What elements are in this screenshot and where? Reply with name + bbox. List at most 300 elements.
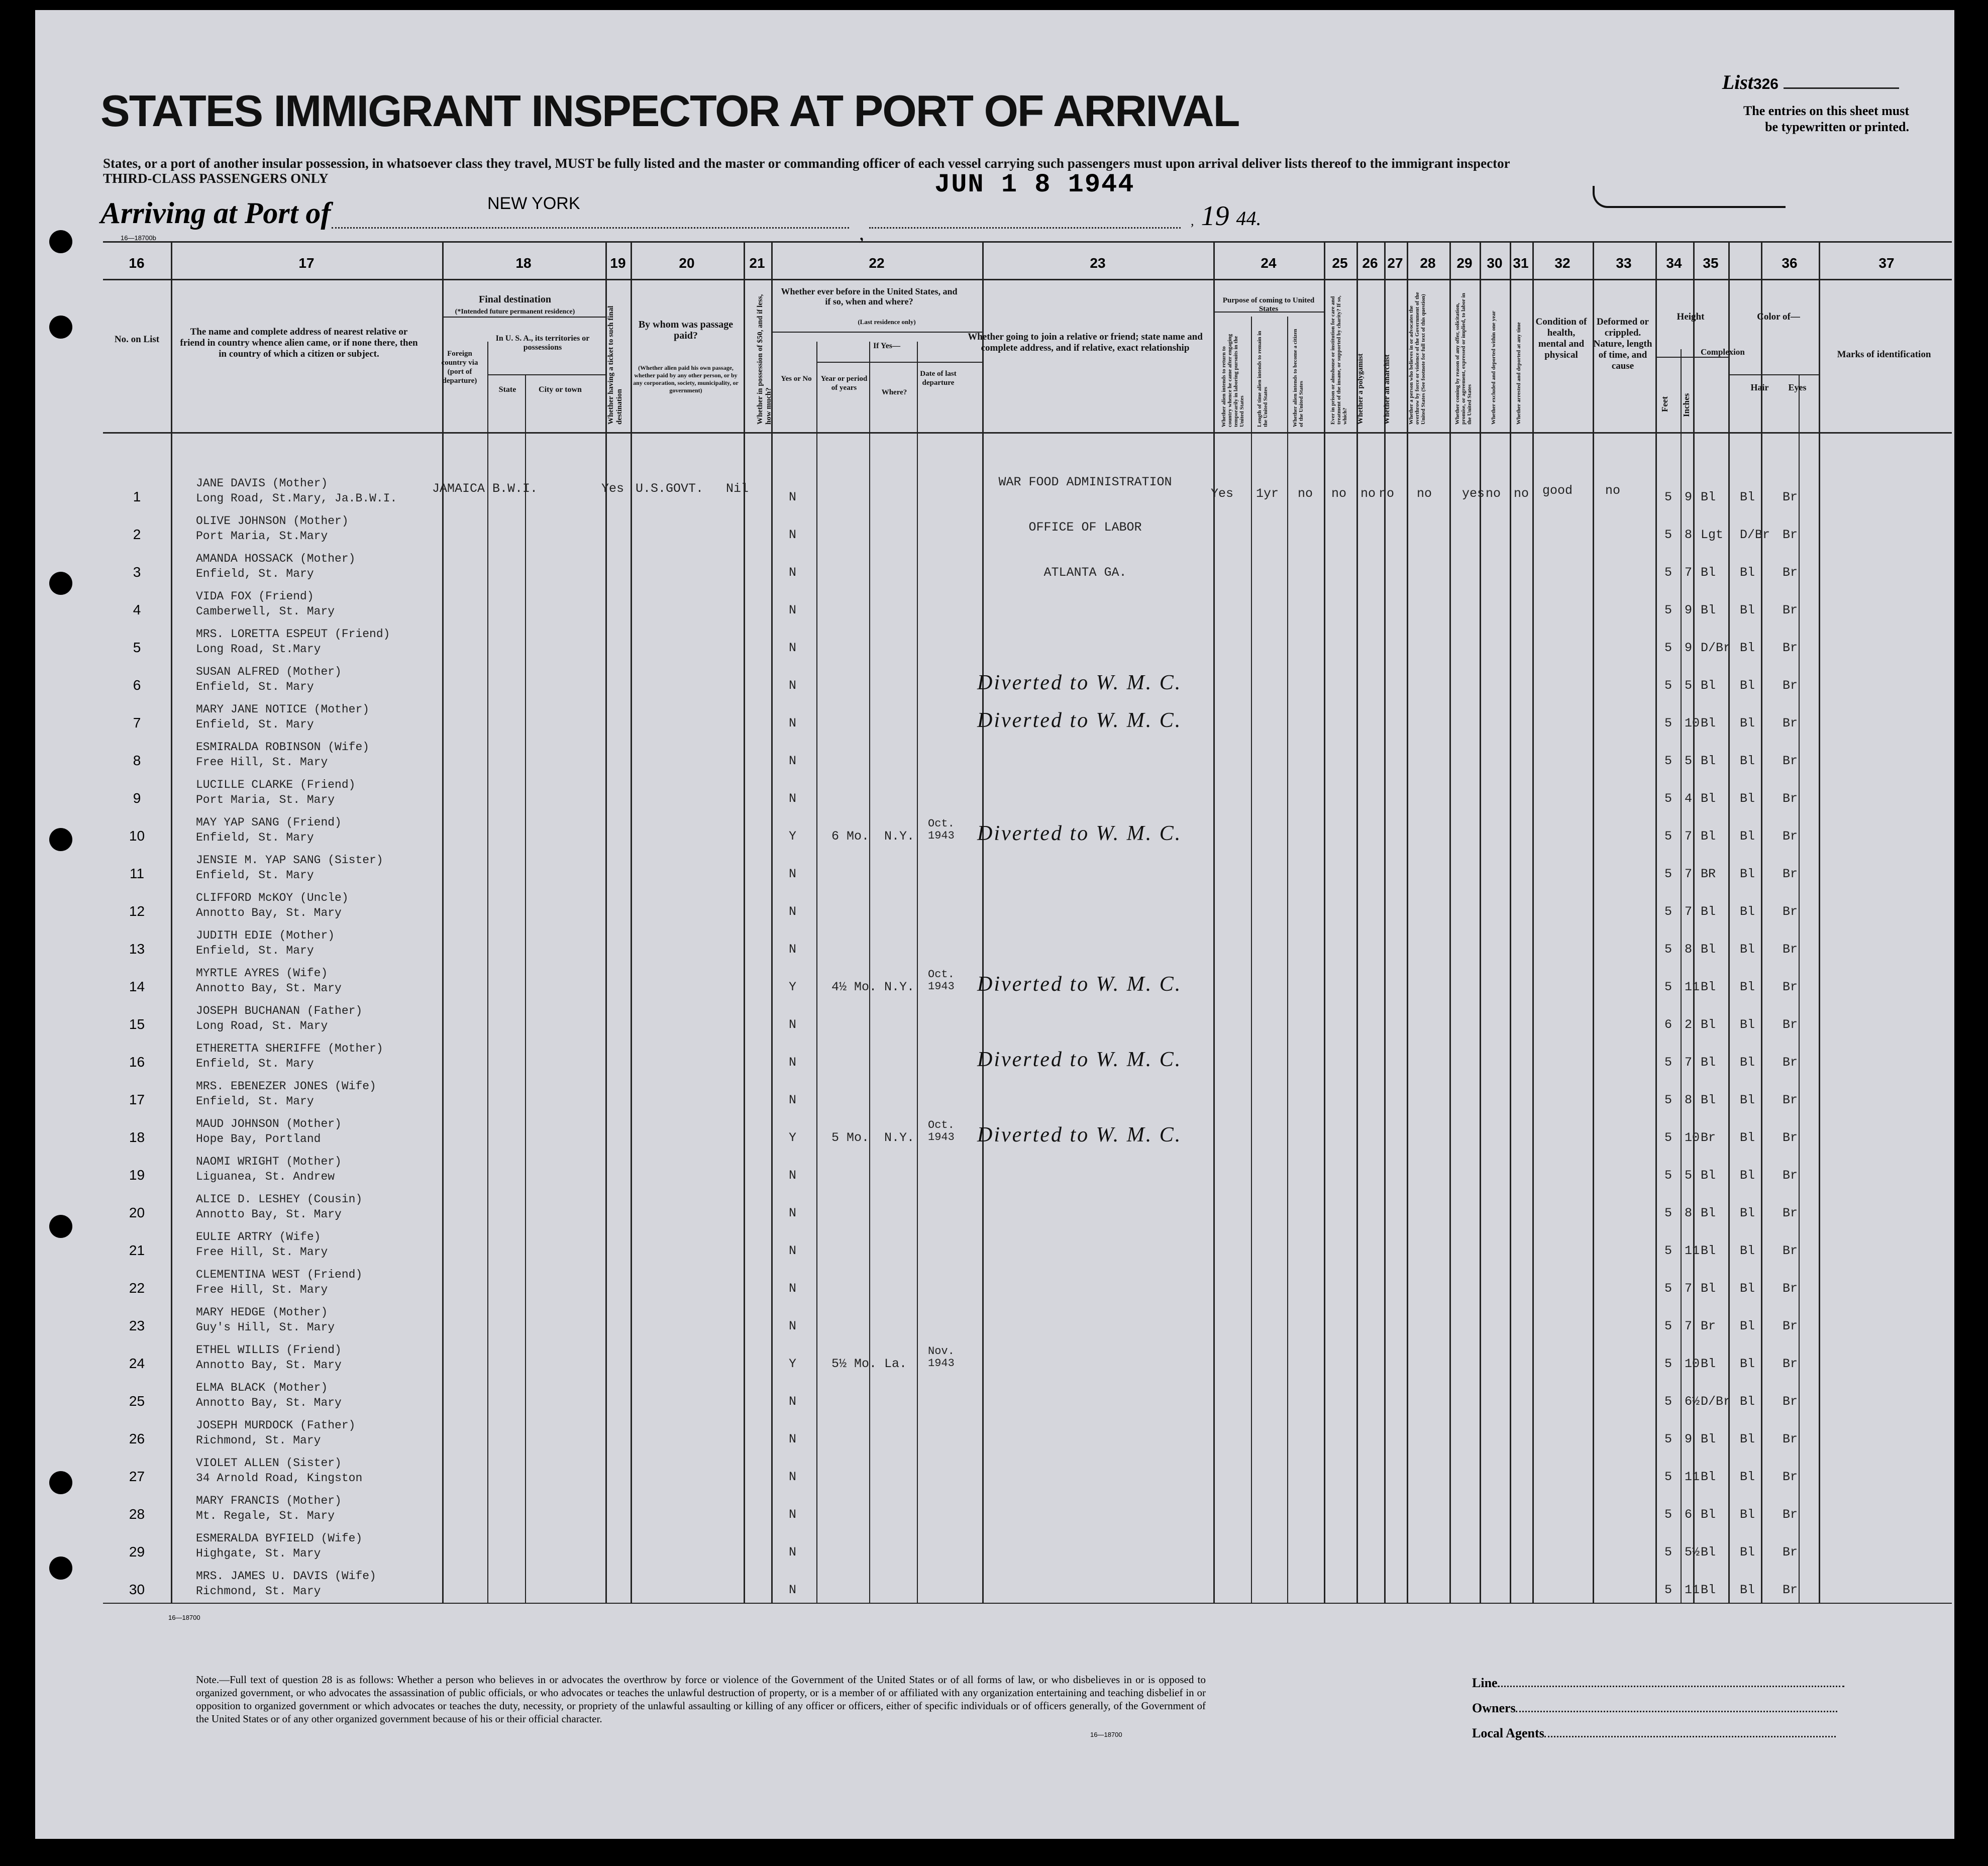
height-inches: 9: [1685, 641, 1693, 655]
height-inches: 11: [1685, 1583, 1700, 1597]
height-feet: 5: [1664, 867, 1672, 881]
row-number: 8: [133, 753, 141, 768]
hair-color: Bl: [1740, 754, 1755, 768]
height-feet: 5: [1664, 1206, 1672, 1220]
eye-color: Br: [1783, 1394, 1798, 1409]
column-number: 36: [1782, 255, 1798, 271]
eye-color: Br: [1783, 1130, 1798, 1145]
hair-color: Bl: [1740, 490, 1755, 504]
height-feet: 5: [1664, 716, 1672, 731]
relative-address: Free Hill, St. Mary: [196, 1283, 328, 1296]
column-number: 25: [1332, 255, 1348, 271]
footnote-q28: Note.—Full text of question 28 is as follows: Whether a person who believes in or advocates the overthrow by force or violence of the Government of the United States or of all forms of law, or who disbelieves in or is opposed to organized government, or who advocates the assassination of public officials, or who advocates or teaches the unlawful destruction of property, or is a member of or affiliated with any organization entertaining and teaching disbelief in or opposition to organized government or which advocates or teaches the duty, necessity, or propriety of the unlawful assaulting or killing of any officer or officers, either of specific individuals or of officers generally, of the Government of the United States or of any other organized government because of his or their official character.: [196, 1674, 1206, 1725]
relative-name: MARY JANE NOTICE (Mother): [196, 703, 370, 716]
row-number: 21: [129, 1242, 145, 1258]
eye-color: Br: [1783, 942, 1798, 957]
eye-color: Br: [1783, 1243, 1798, 1258]
common-paid-by: U.S.GOVT.: [636, 481, 704, 496]
ever-before-yes-no: N: [789, 641, 797, 655]
height-inches: 5: [1685, 678, 1693, 693]
ever-before-yes-no: N: [789, 565, 797, 580]
instruction-line-2: be typewritten or printed.: [1765, 120, 1909, 134]
relative-address: Enfield, St. Mary: [196, 1095, 314, 1108]
common-purpose-citizen: no: [1298, 486, 1313, 501]
diverted-note: Diverted to W. M. C.: [977, 973, 1182, 996]
height-inches: 11: [1685, 1243, 1700, 1258]
relative-name: MARY FRANCIS (Mother): [196, 1494, 342, 1507]
header-deformed: Deformed or crippled. Nature, length of time, and cause: [1593, 317, 1652, 371]
height-inches: 6½: [1685, 1394, 1700, 1409]
header-passage-paid-sub: (Whether alien paid his own passage, whether paid by any other person, or by any corporation, society, municipality, or government): [633, 364, 739, 394]
relative-address: Enfield, St. Mary: [196, 680, 314, 693]
height-feet: 5: [1664, 1583, 1672, 1597]
eye-color: Br: [1783, 1055, 1798, 1070]
eye-color: Br: [1783, 1507, 1798, 1522]
relative-name: ESMERALDA BYFIELD (Wife): [196, 1532, 363, 1545]
common-ticket: Yes: [601, 481, 624, 496]
height-inches: 8: [1685, 528, 1693, 542]
joining-line-3: ATLANTA GA.: [1043, 565, 1127, 580]
relative-address: Enfield, St. Mary: [196, 831, 314, 844]
header-purpose-return: Whether alien intends to return to country whence he came after engaging temporarily in laboring pursuits in the United States: [1221, 334, 1245, 427]
common-polygamist: no: [1361, 486, 1376, 501]
height-inches: 11: [1685, 1470, 1700, 1484]
height-feet: 5: [1664, 641, 1672, 655]
eye-color: Br: [1783, 904, 1798, 919]
hair-color: Bl: [1740, 1206, 1755, 1220]
height-inches: 7: [1685, 1319, 1693, 1333]
header-health: Condition of health, mental and physical: [1535, 317, 1587, 360]
relative-name: SUSAN ALFRED (Mother): [196, 665, 342, 678]
header-money: Whether in possession of $50, and if less, how much?: [756, 294, 773, 425]
hair-color: Bl: [1740, 942, 1755, 957]
row-number: 4: [133, 602, 141, 617]
row-number: 24: [129, 1356, 145, 1371]
relative-name: MRS. JAMES U. DAVIS (Wife): [196, 1570, 376, 1583]
height-inches: 7: [1685, 1055, 1693, 1070]
date-last-departure: Oct. 1943: [928, 1119, 955, 1144]
row-number: 15: [129, 1016, 145, 1032]
header-complexion: Complexion: [1701, 347, 1745, 357]
row-number: 20: [129, 1205, 145, 1220]
row-number: 5: [133, 640, 141, 655]
ever-before-yes-no: Y: [789, 980, 797, 994]
height-feet: 5: [1664, 565, 1672, 580]
header-yes-no: Yes or No: [781, 375, 812, 383]
common-money: Nil: [726, 481, 749, 496]
punch-hole: [49, 828, 72, 851]
column-number: 29: [1456, 255, 1473, 271]
ever-before-yes-no: N: [789, 1206, 797, 1220]
header-if-yes: If Yes—: [873, 342, 901, 350]
line-field: [1472, 1676, 1844, 1691]
complexion: Bl: [1701, 1243, 1716, 1258]
eye-color: Br: [1783, 1319, 1798, 1333]
hair-color: Bl: [1740, 1507, 1755, 1522]
manifest-sheet: STATES IMMIGRANT INSPECTOR AT PORT OF ARRIVAL States, or a port of another insular possession, in whatsoever class they travel, MUST be fully listed and the master or commanding officer of each vessel carrying such passengers must upon arrival deliver lists thereof to the immigrant inspector THIRD-CLASS PASSENGERS ONLY List326 The entries on this sheet must be typewritten or printed. JUN 1 8 1944 Arriving at Port of NEW YORK , , 19 44. 16—18700b 16 17 18 19 20 21 22 23 24 25 26 27 28 29 30 31 32 33 34 35 36 37 No. on List The name and complete address of nearest relative or friend in country whence alien came, or if none there, then in country of which a citizen or subject. Final destination (*Intended future permanent residence) Foreign country via (port of departure) In U. S. A., its territories or possessions State City or town Whether having a ticket to such final destination By whom was passage paid? (Whether alien paid his own passage, whether paid by any other person, or by any corporation, society, municipality, or government) Whether in possession of $50, and if less, how much? Whether ever before in the United States, and if so, when and where? (Last residence only) If Yes— Yes or No Year or period of years Where? Date of last departure Whether going to join a relative or friend; state name and complete address, and if relative, exact relationship Purpose of coming to United States Whether alien intends to return to country whence he came after engaging temporarily in laboring pursuits in the United States Length of time alien intends to remain in the United States Whether alien intends to become a citizen of the United States Ever in prison or almshouse or institution for care and treatment of the insane, or supported by charity? If so, which? Whether a polygamist Whether an anarchist Whether a person who believes in or advocates the overthrow by force or violence of the Government of the United States (See footnote for full text of this question) Whether coming by reason of any offer, solicitation, promise, or agreement, expressed or implied, to labor in the United States Whether excluded and deported within one year Whether arrested and deported at any time Condition of health, mental and physical Deformed or crippled. Nature, length of time, and cause Height Feet Inches Complexion Color of— Hair Eyes Marks of identification WAR FOOD ADMINISTRATION OFFICE OF LABOR ATLANTA GA. JAMAICA B.W.I. Yes U.S.GOVT. Nil Yes 1yr no no no no no yes no no good no 1 JANE DAVIS (Mother) Long Road, St.Mary, Ja.B.W.I. N 5 9 Bl Bl Br 2 OLIVE JOHNSON (Mother) Port Maria, St.Mary N 5 8 Lgt D/Br Br 3 AMANDA HOSSACK (Mother) Enfield, St. Mary N 5 7 Bl Bl Br 4 VIDA FOX (Friend) Camberwell, St. Mary N 5 9 Bl Bl Br 5 MRS. LORETTA ESPEUT (Friend) Long Road, St.Mary N 5 9 D/Br Bl Br 6 SUSAN ALFRED (Mother) Enfield, St. Mary N Diverted to W. M. C. 5 5 Bl Bl Br 7 MARY JANE NOTICE (Mother) Enfield, St. Mary N Diverted to W. M. C. 5 10 Bl Bl Br 8 ESMIRALDA ROBINSON (Wife) Free Hill, St. Mary N 5 5 Bl Bl Br 9 LUCILLE CLARKE (Friend) Port Maria, St. Mary N 5 4 Bl Bl Br 10 MAY YAP SANG (Friend) Enfield, St. Mary Y 6 Mo. N.Y. Oct. 1943 Diverted to W. M. C. 5 7 Bl Bl Br 11 JENSIE M. YAP SANG (Sister) Enfield, St. Mary N 5 7 BR Bl Br 12 CLIFFORD McKOY (Uncle) Annotto Bay, St. Mary N 5 7 Bl Bl Br 13 JUDITH EDIE (Mother) Enfield, St. Mary N 5 8 Bl Bl Br 14 MYRTLE AYRES (Wife) Annotto Bay, St. Mary Y 4½ Mo. N.Y. Oct. 1943 Diverted to W. M. C. 5 11 Bl Bl Br 15 JOSEPH BUCHANAN (Father) Long Road, St. Mary N 6 2 Bl Bl Br 16 ETHERETTA SHERIFFE (Mother) Enfield, St. Mary N Diverted to W. M. C. 5 7 Bl Bl Br 17 MRS. EBENEZER JONES (Wife) Enfield, St. Mary N 5 8 Bl Bl Br 18 MAUD JOHNSON (Mother) Hope Bay, Portland Y 5 Mo. N.Y. Oct. 1943 Diverted to W. M. C. 5 10 Br Bl Br 19 NAOMI WRIGHT (Mother) Liguanea, St. Andrew N 5 5 Bl Bl Br 20 ALICE D. LESHEY (Cousin) Annotto Bay, St. Mary N 5 8 Bl Bl Br 21 EULIE ARTRY (Wife) Free Hill, St. Mary N 5 11 Bl Bl Br 22 CLEMENTINA WEST (Friend) Free Hill, St. Mary N 5 7 Bl Bl Br 23 MARY HEDGE (Mother) Guy's Hill, St. Mary N 5 7 Br Bl Br 24 ETHEL WILLIS (Friend) Annotto Bay, St. Mary Y 5½ Mo. La. Nov. 1943 5 10 Bl Bl Br 25 ELMA BLACK (Mother) Annotto Bay, St. Mary N 5 6½ D/Br Bl Br 26 JOSEPH MURDOCK (Father) Richmond, St. Mary N 5 9 Bl Bl Br 27 VIOLET ALLEN (Sister) 34 Arnold Road, Kingston N 5 11 Bl Bl Br 28 MARY FRANCIS (Mother) Mt. Regale, St. Mary N 5 6 Bl Bl Br 29 ESMERALDA BYFIELD (Wife) Highgate, St. Mary N 5 5½ Bl Bl Br 30 MRS. JAMES U. DAVIS (Wife) Richmond, St. Mary N 5 11 Bl Bl Br 16—18700 Note.—Full text of question 28 is as follows: Whether a person who believes in or advocates the overthrow by force or violence of the Government of the United States or of all forms of law, or who disbelieves in or is opposed to organized government, or who advocates the assassination of public officials, or who advocates or teaches the unlawful destruction of property, or is a member of or affiliated with any organization entertaining and teaching disbelief in or opposition to organized government or which advocates or teaches the duty, necessity, or propriety of the unlawful assaulting or killing of any officer or officers, either of specific individuals or of officers generally, of the Government of the United States or of any other organized government because of his or their official character. 16—18700 Line Owners Local Agents: [35, 10, 1954, 1839]
column-number: 22: [869, 255, 885, 271]
height-inches: 5: [1685, 754, 1693, 768]
row-number: 1: [133, 489, 141, 504]
column-number: 23: [1090, 255, 1106, 271]
port-value: NEW YORK: [487, 194, 580, 213]
header-inches: Inches: [1682, 393, 1691, 417]
ever-before-yes-no: N: [789, 603, 797, 617]
common-health: good: [1542, 483, 1573, 498]
ever-before-yes-no: Y: [789, 1130, 797, 1145]
relative-name: ALICE D. LESHEY (Cousin): [196, 1193, 363, 1206]
complexion: Bl: [1701, 1470, 1716, 1484]
complexion: Br: [1701, 1319, 1716, 1333]
relative-name: CLIFFORD McKOY (Uncle): [196, 891, 349, 904]
date-last-departure: Oct. 1943: [928, 817, 955, 842]
header-height: Height: [1677, 312, 1705, 322]
header-where: Where?: [881, 388, 907, 396]
hair-color: Bl: [1740, 867, 1755, 881]
punch-hole: [49, 572, 72, 595]
hair-color: Bl: [1740, 904, 1755, 919]
eye-color: Br: [1783, 980, 1798, 994]
relative-name: ETHEL WILLIS (Friend): [196, 1343, 342, 1357]
complexion: Bl: [1701, 1206, 1716, 1220]
height-inches: 10: [1685, 1130, 1700, 1145]
common-purpose-length: 1yr: [1256, 486, 1279, 501]
eye-color: Br: [1783, 1017, 1798, 1032]
relative-address: Annotto Bay, St. Mary: [196, 906, 342, 919]
eye-color: Br: [1783, 678, 1798, 693]
year-prefix: 19: [1201, 200, 1229, 232]
ever-before-yes-no: Y: [789, 829, 797, 844]
ever-before-yes-no: N: [789, 1470, 797, 1484]
header-purpose-length: Length of time alien intends to remain in the United States: [1257, 331, 1269, 427]
header-marks: Marks of identification: [1837, 349, 1931, 360]
ever-before-yes-no: N: [789, 678, 797, 693]
row-number: 7: [133, 715, 141, 731]
relative-address: Richmond, St. Mary: [196, 1434, 321, 1447]
row-number: 30: [129, 1582, 145, 1597]
relative-name: MARY HEDGE (Mother): [196, 1306, 328, 1319]
height-feet: 5: [1664, 1168, 1672, 1183]
column-number: 26: [1362, 255, 1378, 271]
row-number: 16: [129, 1054, 145, 1070]
relative-name: VIOLET ALLEN (Sister): [196, 1457, 342, 1470]
common-arrested: no: [1514, 486, 1529, 501]
row-number: 9: [133, 790, 141, 806]
header-color-of: Color of—: [1757, 312, 1800, 322]
height-inches: 8: [1685, 1206, 1693, 1220]
eye-color: Br: [1783, 603, 1798, 617]
eye-color: Br: [1783, 1583, 1798, 1597]
ever-before-yes-no: N: [789, 1432, 797, 1446]
relative-name: OLIVE JOHNSON (Mother): [196, 514, 349, 528]
height-feet: 5: [1664, 528, 1672, 542]
row-number: 29: [129, 1544, 145, 1560]
list-number: [1722, 70, 1899, 94]
ever-before-yes-no: N: [789, 1243, 797, 1258]
header-anarchist: Whether an anarchist: [1383, 354, 1391, 425]
where-before: N.Y.: [884, 1130, 915, 1145]
column-number: 34: [1666, 255, 1682, 271]
eye-color: Br: [1783, 641, 1798, 655]
column-number: 33: [1616, 255, 1632, 271]
eye-color: Br: [1783, 565, 1798, 580]
relative-address: Free Hill, St. Mary: [196, 756, 328, 769]
ever-before-yes-no: N: [789, 1319, 797, 1333]
hair-color: Bl: [1740, 1093, 1755, 1107]
height-feet: 5: [1664, 1243, 1672, 1258]
relative-address: Long Road, St. Mary: [196, 1019, 328, 1032]
height-feet: 5: [1664, 1130, 1672, 1145]
height-feet: 5: [1664, 980, 1672, 994]
relative-address: Guy's Hill, St. Mary: [196, 1321, 335, 1334]
complexion: Bl: [1701, 904, 1716, 919]
complexion: Lgt: [1701, 528, 1724, 542]
complexion: Bl: [1701, 942, 1716, 957]
relative-name: EULIE ARTRY (Wife): [196, 1230, 321, 1243]
period-of-years: 5 Mo.: [831, 1130, 870, 1145]
diverted-note: Diverted to W. M. C.: [977, 709, 1182, 732]
complexion: Bl: [1701, 1432, 1716, 1446]
height-feet: 5: [1664, 1055, 1672, 1070]
column-number: 30: [1487, 255, 1503, 271]
period-of-years: 4½ Mo.: [831, 980, 877, 994]
complexion: Bl: [1701, 1357, 1716, 1371]
height-feet: 5: [1664, 1432, 1672, 1446]
column-number: 32: [1554, 255, 1571, 271]
ever-before-yes-no: Y: [789, 1357, 797, 1371]
complexion: Bl: [1701, 1583, 1716, 1597]
relative-address: 34 Arnold Road, Kingston: [196, 1472, 363, 1485]
relative-name: JOSEPH MURDOCK (Father): [196, 1419, 356, 1432]
pen-mark: [1593, 186, 1786, 208]
common-labor-offer: yes: [1462, 486, 1485, 501]
row-number: 12: [129, 903, 145, 919]
height-inches: 9: [1685, 603, 1693, 617]
hair-color: Bl: [1740, 1583, 1755, 1597]
complexion: Bl: [1701, 1017, 1716, 1032]
header-feet: Feet: [1660, 396, 1669, 412]
complexion: D/Br: [1701, 641, 1731, 655]
row-number: 10: [129, 828, 145, 844]
relative-address: Annotto Bay, St. Mary: [196, 1396, 342, 1409]
form-number-bottom: 16—18700: [168, 1614, 200, 1621]
eye-color: Br: [1783, 1470, 1798, 1484]
common-destination: JAMAICA B.W.I.: [432, 481, 538, 496]
period-of-years: 5½ Mo.: [831, 1357, 877, 1371]
relative-name: MYRTLE AYRES (Wife): [196, 967, 328, 980]
relative-name: LUCILLE CLARKE (Friend): [196, 778, 356, 791]
hair-color: Bl: [1740, 791, 1755, 806]
ever-before-yes-no: N: [789, 716, 797, 731]
date-last-departure: Nov. 1943: [928, 1345, 955, 1370]
height-feet: 5: [1664, 603, 1672, 617]
hair-color: Bl: [1740, 1545, 1755, 1560]
ever-before-yes-no: N: [789, 904, 797, 919]
height-inches: 10: [1685, 716, 1700, 731]
ever-before-yes-no: N: [789, 1545, 797, 1560]
height-feet: 5: [1664, 791, 1672, 806]
relative-name: MRS. EBENEZER JONES (Wife): [196, 1080, 376, 1093]
column-number: 18: [515, 255, 532, 271]
row-number: 27: [129, 1469, 145, 1484]
diverted-note: Diverted to W. M. C.: [977, 822, 1182, 845]
height-inches: 6: [1685, 1507, 1693, 1522]
relative-address: Long Road, St.Mary, Ja.B.W.I.: [196, 492, 397, 505]
header-year-period: Year or period of years: [820, 375, 868, 392]
relative-address: Enfield, St. Mary: [196, 944, 314, 957]
column-number: 37: [1878, 255, 1895, 271]
eye-color: Br: [1783, 1206, 1798, 1220]
line-label: Line: [1472, 1676, 1498, 1690]
header-last-residence: (Last residence only): [858, 318, 916, 326]
relative-address: Enfield, St. Mary: [196, 567, 314, 580]
complexion: Bl: [1701, 678, 1716, 693]
relative-address: Enfield, St. Mary: [196, 1057, 314, 1070]
height-feet: 5: [1664, 1357, 1672, 1371]
relative-address: Annotto Bay, St. Mary: [196, 982, 342, 995]
ever-before-yes-no: N: [789, 1281, 797, 1296]
common-anarchist: no: [1379, 486, 1395, 501]
header-excluded: Whether excluded and deported within one year: [1491, 310, 1497, 425]
footnote-form-number: 16—18700: [1090, 1731, 1122, 1738]
common-purpose-return: Yes: [1211, 486, 1234, 501]
header-prison: Ever in prison or almshouse or institution for care and treatment of the insane, or supported by charity? If so, which?: [1330, 295, 1348, 425]
header-state: State: [498, 385, 516, 394]
relative-address: Annotto Bay, St. Mary: [196, 1208, 342, 1221]
arriving-label: Arriving at Port of: [100, 196, 331, 230]
complexion: Bl: [1701, 980, 1716, 994]
where-before: N.Y.: [884, 980, 915, 994]
hair-color: Bl: [1740, 565, 1755, 580]
complexion: Bl: [1701, 1507, 1716, 1522]
eye-color: Br: [1783, 528, 1798, 542]
row-number: 28: [129, 1506, 145, 1522]
header-ticket: Whether having a ticket to such final destination: [607, 305, 623, 425]
joining-line-2: OFFICE OF LABOR: [1028, 520, 1142, 535]
hair-color: Bl: [1740, 1168, 1755, 1183]
header-passage-paid: By whom was passage paid?: [638, 319, 734, 341]
header-overthrow: Whether a person who believes in or advocates the overthrow by force or violence of the Government of the United States (See footnote for full text of this question): [1408, 292, 1426, 425]
column-number: 28: [1420, 255, 1436, 271]
relative-name: CLEMENTINA WEST (Friend): [196, 1268, 363, 1281]
local-agents-label: Local Agents: [1472, 1726, 1544, 1740]
header-city: City or town: [539, 385, 582, 394]
column-number: 35: [1703, 255, 1719, 271]
column-number: 19: [610, 255, 626, 271]
punch-hole: [49, 1215, 72, 1238]
common-deformed: no: [1605, 483, 1621, 498]
header-purpose: Purpose of coming to United States: [1222, 296, 1315, 313]
diverted-note: Diverted to W. M. C.: [977, 1123, 1182, 1147]
relative-address: Annotto Bay, St. Mary: [196, 1359, 342, 1372]
height-feet: 5: [1664, 678, 1672, 693]
header-eyes: Eyes: [1788, 382, 1807, 392]
diverted-note: Diverted to W. M. C.: [977, 671, 1182, 694]
relative-address: Highgate, St. Mary: [196, 1547, 321, 1560]
header-relative: The name and complete address of nearest relative or friend in country whence alien came, or if none there, then in country of which a citizen or subject.: [180, 327, 418, 359]
row-number: 18: [129, 1129, 145, 1145]
height-feet: 5: [1664, 1281, 1672, 1296]
punch-hole: [49, 230, 72, 253]
complexion: Bl: [1701, 829, 1716, 844]
hair-color: Bl: [1740, 1130, 1755, 1145]
list-label: List: [1722, 71, 1753, 93]
column-number: 31: [1513, 255, 1529, 271]
local-agents-field: [1472, 1726, 1836, 1741]
complexion: Bl: [1701, 1281, 1716, 1296]
height-feet: 5: [1664, 1545, 1672, 1560]
punch-hole: [49, 1471, 72, 1494]
height-inches: 7: [1685, 829, 1693, 844]
hair-color: Bl: [1740, 1357, 1755, 1371]
header-hair: Hair: [1750, 382, 1769, 392]
ever-before-yes-no: N: [789, 1093, 797, 1107]
relative-name: MAUD JOHNSON (Mother): [196, 1117, 342, 1130]
complexion: Bl: [1701, 565, 1716, 580]
column-number: 21: [749, 255, 765, 271]
hair-color: Bl: [1740, 1394, 1755, 1409]
height-inches: 8: [1685, 1093, 1693, 1107]
relative-address: Enfield, St. Mary: [196, 718, 314, 731]
typing-instruction: [1743, 103, 1909, 135]
eye-color: Br: [1783, 791, 1798, 806]
row-number: 6: [133, 677, 141, 693]
hair-color: Bl: [1740, 1055, 1755, 1070]
owners-label: Owners: [1472, 1701, 1516, 1715]
hair-color: Bl: [1740, 829, 1755, 844]
relative-name: JANE DAVIS (Mother): [196, 477, 328, 490]
punch-hole: [49, 316, 72, 339]
eye-color: Br: [1783, 716, 1798, 731]
height-inches: 4: [1685, 791, 1693, 806]
relative-name: AMANDA HOSSACK (Mother): [196, 552, 356, 565]
row-number: 25: [129, 1393, 145, 1409]
ever-before-yes-no: N: [789, 1017, 797, 1032]
column-number: 16: [129, 255, 145, 271]
header-date-last-departure: Date of last departure: [920, 370, 957, 387]
relative-name: VIDA FOX (Friend): [196, 590, 314, 603]
punch-hole: [49, 1557, 72, 1580]
complexion: Bl: [1701, 754, 1716, 768]
complexion: Bl: [1701, 490, 1716, 504]
row-number: 26: [129, 1431, 145, 1446]
hair-color: Bl: [1740, 603, 1755, 617]
height-feet: 5: [1664, 1507, 1672, 1522]
height-inches: 2: [1685, 1017, 1693, 1032]
complexion: Bl: [1701, 1093, 1716, 1107]
column-number: 27: [1387, 255, 1403, 271]
header-no-on-list: No. on List: [114, 334, 160, 345]
column-number: 20: [679, 255, 695, 271]
hair-color: Bl: [1740, 641, 1755, 655]
where-before: N.Y.: [884, 829, 915, 844]
eye-color: Br: [1783, 867, 1798, 881]
header-foreign-country: Foreign country via (port of departure): [441, 350, 478, 385]
height-feet: 5: [1664, 754, 1672, 768]
relative-address: Hope Bay, Portland: [196, 1132, 321, 1146]
joining-organization: [970, 445, 1201, 610]
period-of-years: 6 Mo.: [831, 829, 870, 844]
complexion: BR: [1701, 867, 1716, 881]
row-number: 19: [129, 1167, 145, 1183]
header-purpose-citizen: Whether alien intends to become a citizen of the United States: [1292, 329, 1304, 427]
height-inches: 7: [1685, 565, 1693, 580]
height-feet: 5: [1664, 904, 1672, 919]
row-number: 13: [129, 941, 145, 957]
header-going-to-join: Whether going to join a relative or friend; state name and complete address, and if relative, exact relationship: [968, 332, 1203, 353]
height-inches: 11: [1685, 980, 1700, 994]
diverted-note: Diverted to W. M. C.: [977, 1048, 1182, 1071]
